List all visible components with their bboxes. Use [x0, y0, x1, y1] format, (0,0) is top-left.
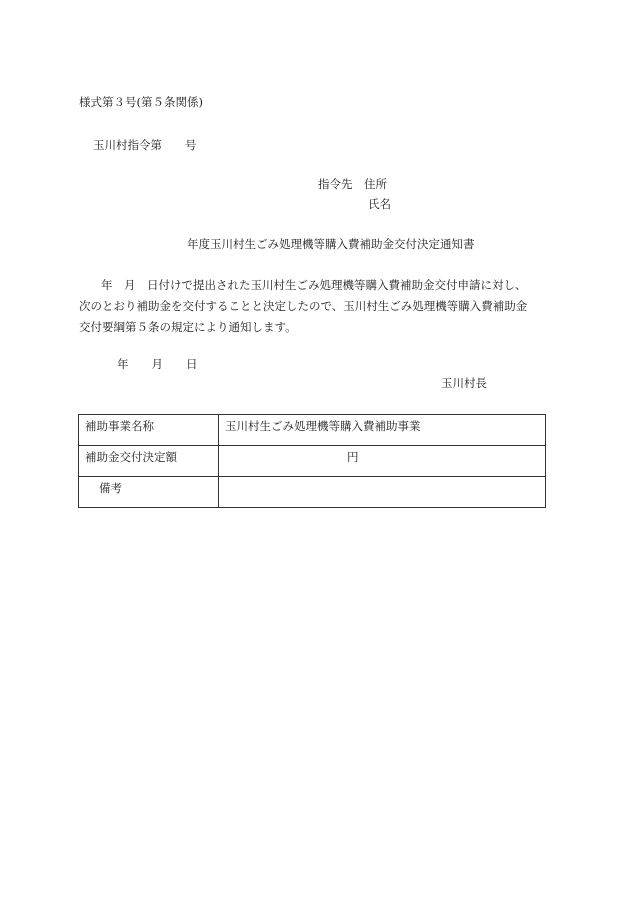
grant-amount-value: 円 [219, 446, 546, 477]
project-name-label: 補助事業名称 [79, 415, 219, 446]
table-row [79, 446, 546, 477]
remarks-value [219, 477, 546, 508]
recipient-address-label: 指令先 住所 [318, 177, 387, 191]
notice-body-line-3: 交付要綱第５条の規定により通知します。 [79, 320, 297, 334]
remarks-label: 備考 [79, 477, 219, 508]
issuer-name: 玉川村長 [441, 376, 487, 390]
grant-amount-label: 補助金交付決定額 [79, 446, 219, 477]
issue-date: 年 月 日 [117, 357, 198, 371]
directive-number: 玉川村指令第 号 [93, 138, 197, 152]
subsidy-info-table [78, 414, 546, 508]
project-name-value: 玉川村生ごみ処理機等購入費補助事業 [219, 415, 546, 446]
notice-body-line-1: 年 月 日付けで提出された玉川村生ごみ処理機等購入費補助金交付申請に対し、 [101, 278, 527, 292]
recipient-name-label: 氏名 [368, 197, 391, 211]
form-number: 様式第３号(第５条関係) [79, 95, 203, 109]
table-row [79, 415, 546, 446]
document-title: 年度玉川村生ごみ処理機等購入費補助金交付決定通知書 [187, 237, 475, 251]
notice-body [79, 275, 559, 338]
table-row [79, 477, 546, 508]
notice-body-line-2: 次のとおり補助金を交付することと決定したので、玉川村生ごみ処理機等購入費補助金 [79, 299, 528, 313]
